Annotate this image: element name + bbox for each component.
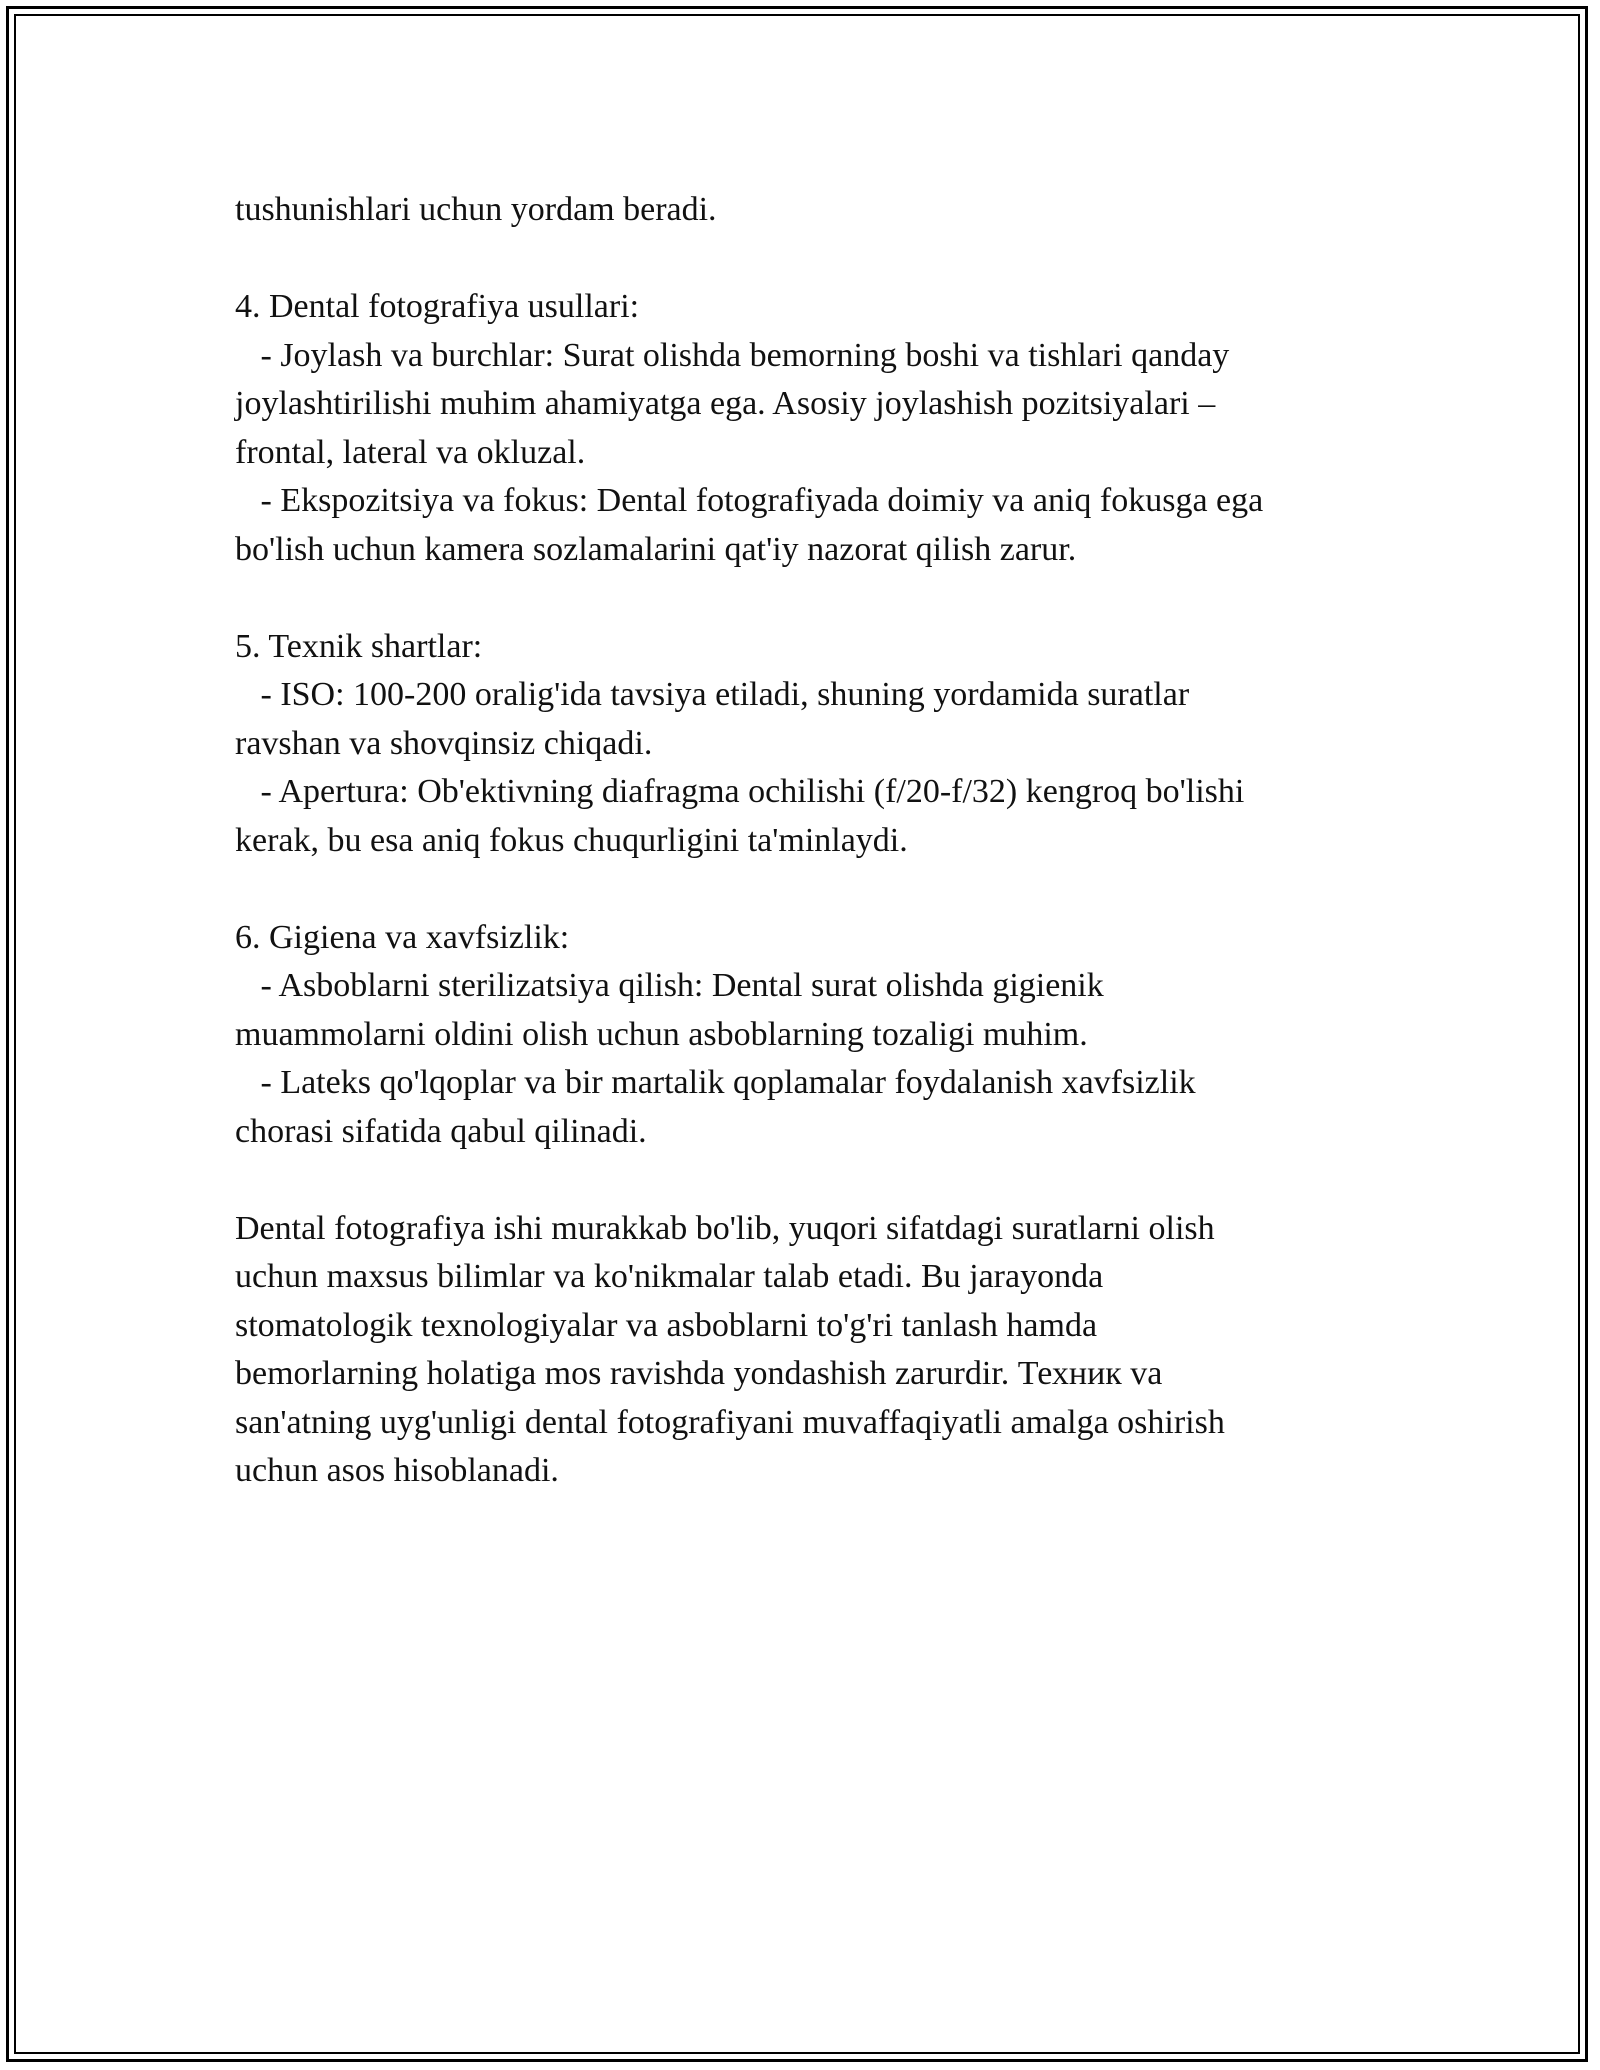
blank-line bbox=[235, 574, 1365, 623]
text-line: chorasi sifatida qabul qilinadi. bbox=[235, 1112, 647, 1150]
conclusion-line: uchun asos hisoblanadi. bbox=[235, 1452, 559, 1489]
section-heading-5: 5. Texnik shartlar: bbox=[235, 627, 483, 665]
text-line: - Joylash va burchlar: Surat olishda bemorning boshi va tishlari qanday bbox=[235, 336, 1230, 374]
text-line: - Apertura: Ob'ektivning diafragma ochilishi (f/20-f/32) kengroq bo'lishi bbox=[235, 773, 1245, 810]
blank-line bbox=[235, 865, 1365, 914]
document-body bbox=[235, 186, 1365, 1496]
conclusion-line: Dental fotografiya ishi murakkab bo'lib, yuqori sifatdagi suratlarni olish bbox=[235, 1209, 1215, 1247]
text-line: frontal, lateral va okluzal. bbox=[235, 433, 586, 471]
conclusion-line: san'atning uyg'unligi dental fotografiyani muvaffaqiyatli amalga oshirish bbox=[235, 1403, 1225, 1441]
text-line: tushunishlari uchun yordam beradi. bbox=[235, 191, 717, 228]
text-line: kerak, bu esa aniq fokus chuqurligini ta'minlaydi. bbox=[235, 821, 908, 859]
blank-line bbox=[235, 1156, 1365, 1205]
text-line: bo'lish uchun kamera sozlamalarini qat'iy nazorat qilish zarur. bbox=[235, 530, 1077, 568]
text-line: joylashtirilishi muhim ahamiyatga ega. Asosiy joylashish pozitsiyalari – bbox=[235, 385, 1216, 422]
conclusion-line: bemorlarning holatiga mos ravishda yondashish zarurdir. Техник va bbox=[235, 1355, 1163, 1392]
conclusion-line: uchun maxsus bilimlar va ko'nikmalar talab etadi. Bu jarayonda bbox=[235, 1258, 1104, 1295]
section-heading-4: 4. Dental fotografiya usullari: bbox=[235, 288, 640, 325]
text-line: - ISO: 100-200 oralig'ida tavsiya etiladi, shuning yordamida suratlar bbox=[235, 676, 1190, 713]
text-line: - Ekspozitsiya va fokus: Dental fotografiyada doimiy va aniq fokusga ega bbox=[235, 482, 1264, 519]
blank-line bbox=[235, 235, 1365, 284]
section-heading-6: 6. Gigiena va xavfsizlik: bbox=[235, 918, 570, 956]
text-line: muammolarni oldini olish uchun asboblarning tozaligi muhim. bbox=[235, 1015, 1088, 1053]
text-line: ravshan va shovqinsiz chiqadi. bbox=[235, 724, 653, 762]
text-line: - Lateks qo'lqoplar va bir martalik qoplamalar foydalanish xavfsizlik bbox=[235, 1064, 1196, 1101]
text-line: - Asboblarni sterilizatsiya qilish: Dental surat olishda gigienik bbox=[235, 967, 1104, 1004]
conclusion-line: stomatologik texnologiyalar va asboblarni to'g'ri tanlash hamda bbox=[235, 1306, 1098, 1344]
